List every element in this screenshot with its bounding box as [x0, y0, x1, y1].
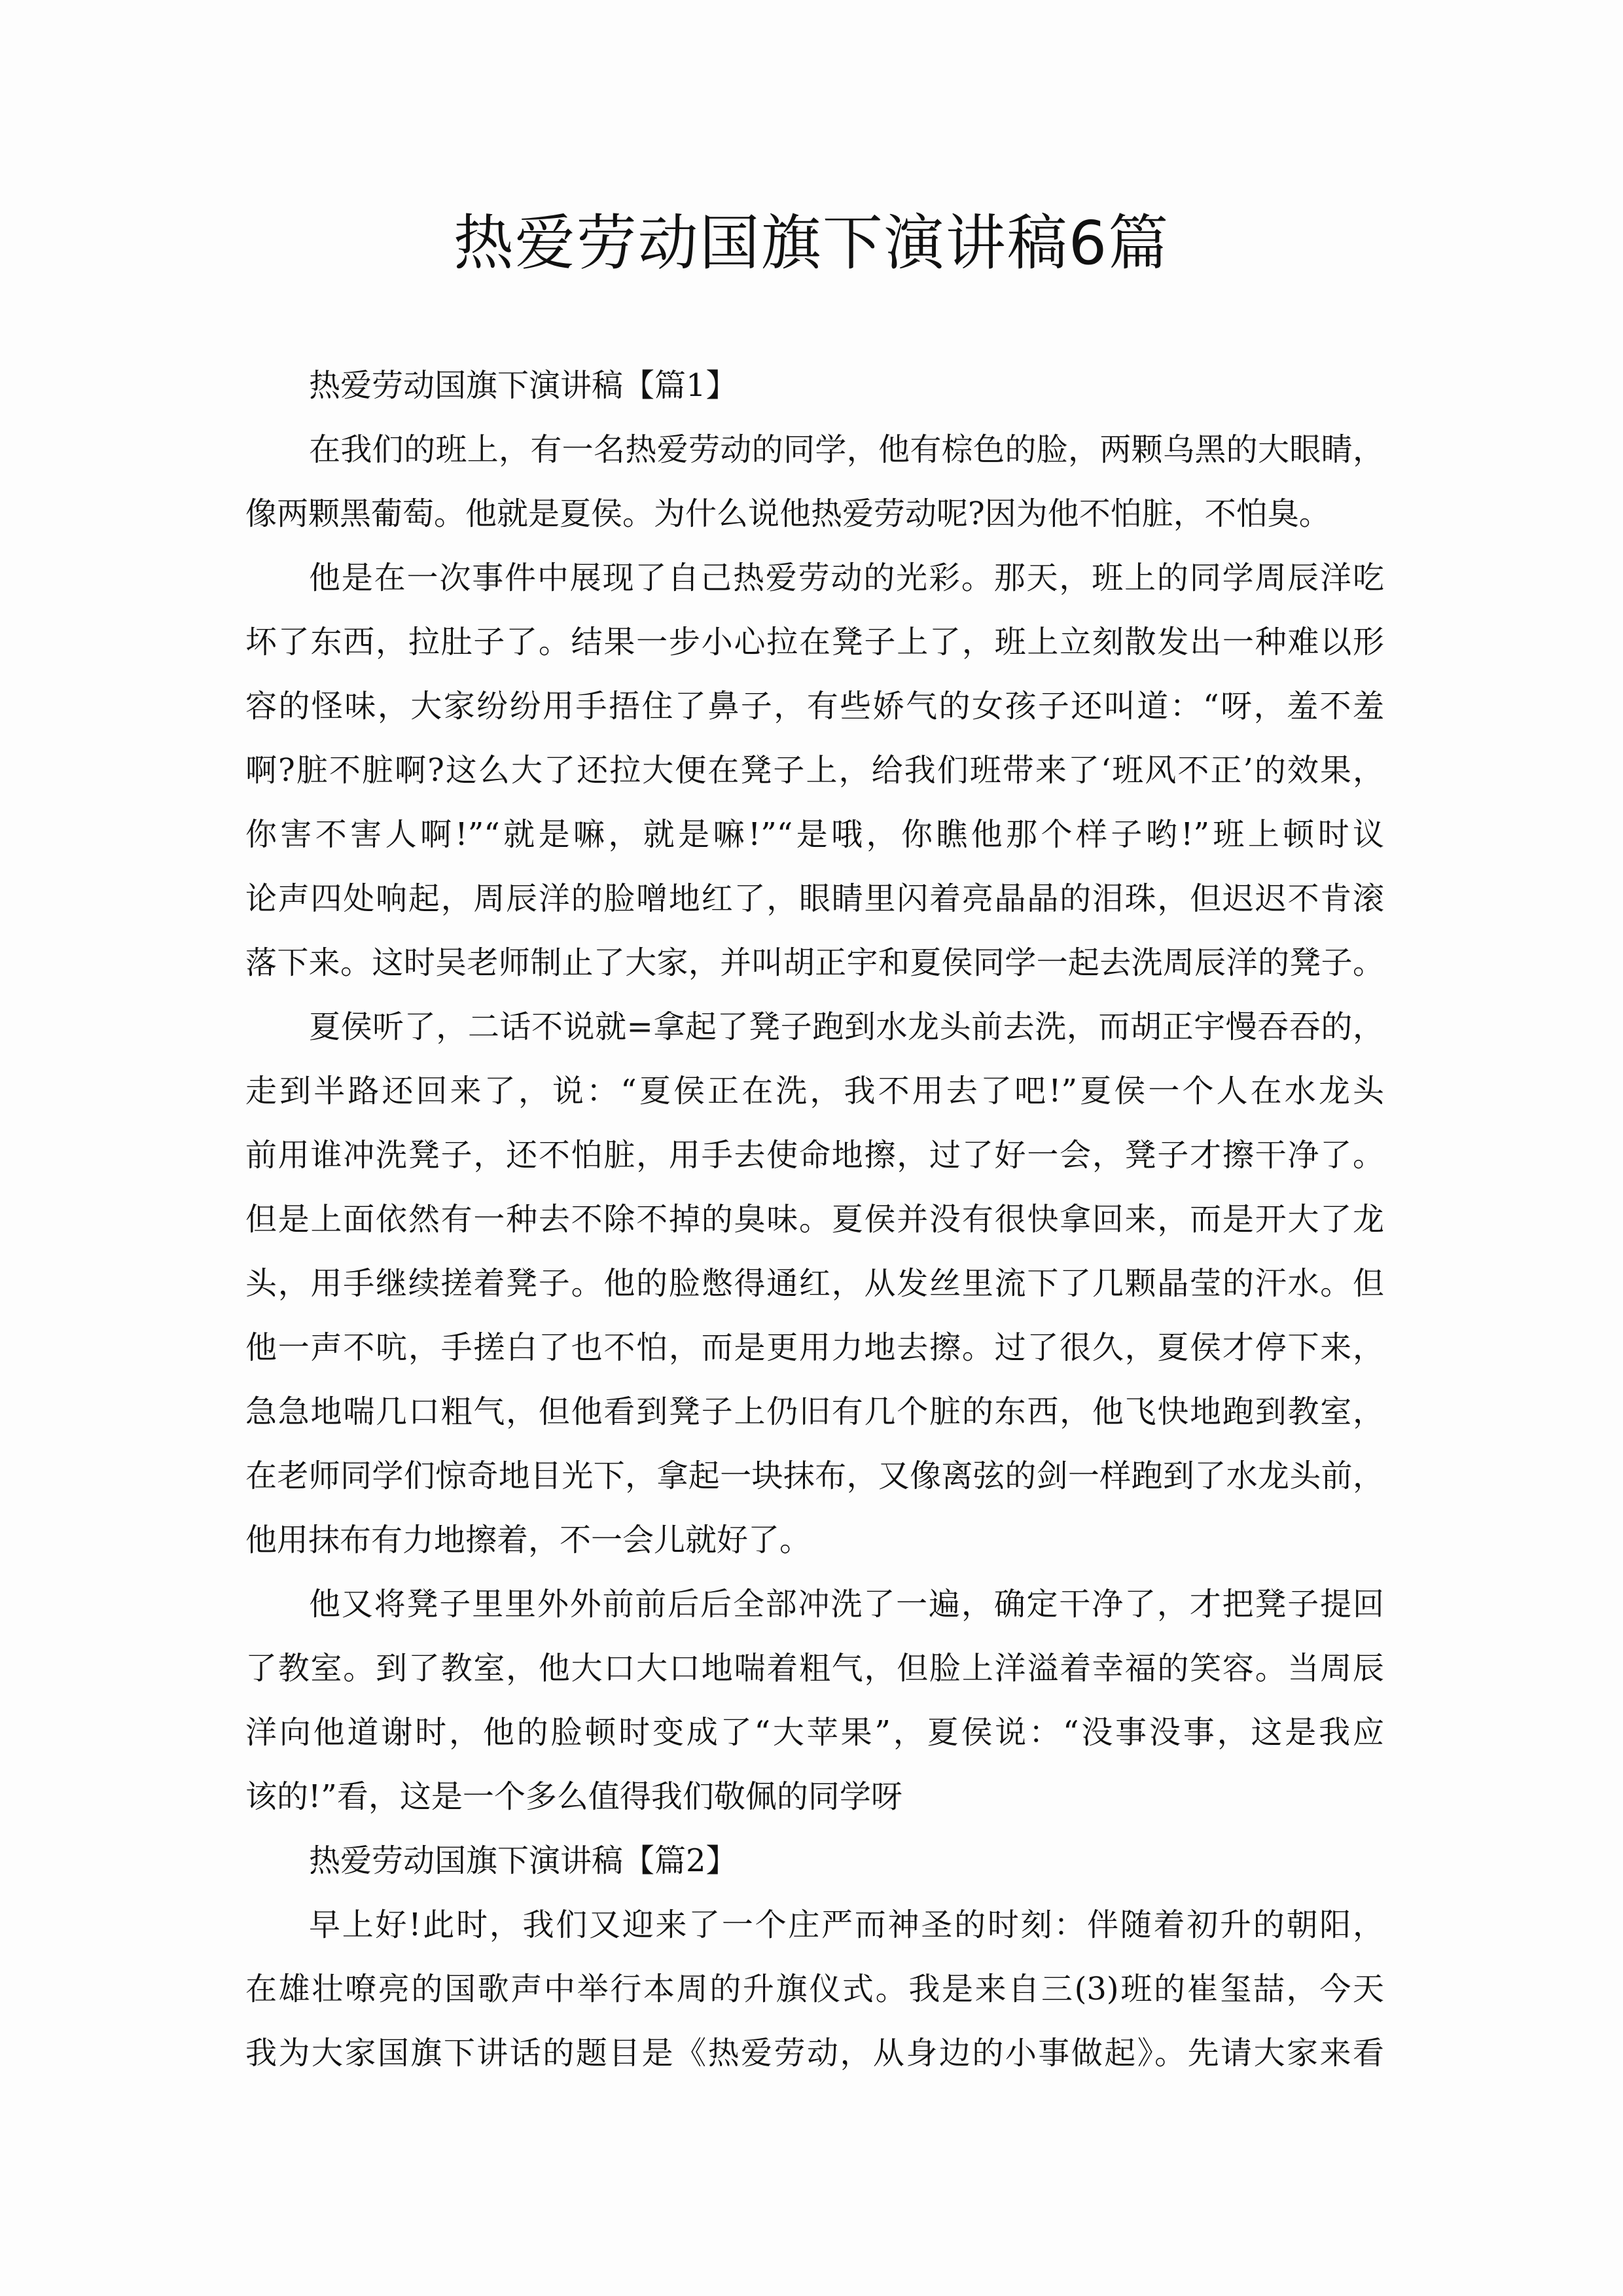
- paragraph-line: 像两颗黑葡萄。他就是夏侯。为什么说他热爱劳动呢?因为他不怕脏，不怕臭。: [245, 495, 1330, 532]
- paragraph-line: 夏侯听了，二话不说就=拿起了凳子跑到水龙头前去洗，而胡正宇慢吞吞的，: [309, 1009, 1384, 1045]
- paragraph-line: 容的怪味，大家纷纷用手捂住了鼻子，有些娇气的女孩子还叫道：“呀，羞不羞: [245, 688, 1384, 725]
- paragraph-line: 他是在一次事件中展现了自己热爱劳动的光彩。那天，班上的同学周辰洋吃: [309, 560, 1384, 596]
- paragraph-line: 前用谁冲洗凳子，还不怕脏，用手去使命地擦，过了好一会，凳子才擦干净了。: [245, 1137, 1384, 1174]
- paragraph-line: 走到半路还回来了，说：“夏侯正在洗，我不用去了吧!”夏侯一个人在水龙头: [245, 1073, 1384, 1109]
- paragraph-line: 在老师同学们惊奇地目光下，拿起一块抹布，又像离弦的剑一样跑到了水龙头前，: [245, 1458, 1384, 1494]
- paragraph-line: 他又将凳子里里外外前前后后全部冲洗了一遍，确定干净了，才把凳子提回: [309, 1586, 1384, 1623]
- paragraph-line: 该的!”看，这是一个多么值得我们敬佩的同学呀: [245, 1778, 902, 1815]
- paragraph-line: 但是上面依然有一种去不除不掉的臭味。夏侯并没有很快拿回来，而是开大了龙: [245, 1201, 1384, 1238]
- paragraph-line: 在雄壮嘹亮的国歌声中举行本周的升旗仪式。我是来自三(3)班的崔玺喆，今天: [245, 1971, 1384, 2007]
- paragraph-line: 你害不害人啊!”“就是嘛，就是嘛!”“是哦，你瞧他那个样子哟!”班上顿时议: [245, 816, 1384, 853]
- paragraph-line: 急急地喘几口粗气，但他看到凳子上仍旧有几个脏的东西，他飞快地跑到教室，: [245, 1393, 1384, 1430]
- paragraph-line: 他用抹布有力地擦着，不一会儿就好了。: [245, 1522, 812, 1558]
- paragraph-line: 落下来。这时吴老师制止了大家，并叫胡正宇和夏侯同学一起去洗周辰洋的凳子。: [245, 944, 1384, 981]
- paragraph-line: 坏了东西，拉肚子了。结果一步小心拉在凳子上了，班上立刻散发出一种难以形: [245, 624, 1384, 660]
- section-heading-1: 热爱劳动国旗下演讲稿【篇1】: [309, 367, 738, 404]
- paragraph-line: 在我们的班上，有一名热爱劳动的同学，他有棕色的脸，两颗乌黑的大眼睛，: [309, 431, 1384, 468]
- paragraph-line: 头，用手继续搓着凳子。他的脸憋得通红，从发丝里流下了几颗晶莹的汗水。但: [245, 1265, 1384, 1302]
- paragraph-line: 早上好!此时，我们又迎来了一个庄严而神圣的时刻：伴随着初升的朝阳，: [309, 1907, 1384, 1943]
- paragraph-line: 洋向他道谢时，他的脸顿时变成了“大苹果”，夏侯说：“没事没事，这是我应: [245, 1714, 1384, 1751]
- paragraph-line: 我为大家国旗下讲话的题目是《热爱劳动，从身边的小事做起》。先请大家来看: [245, 2035, 1384, 2072]
- paragraph-line: 他一声不吭，手搓白了也不怕，而是更用力地去擦。过了很久，夏侯才停下来，: [245, 1329, 1384, 1366]
- paragraph-line: 啊?脏不脏啊?这么大了还拉大便在凳子上，给我们班带来了‘班风不正’的效果，: [245, 752, 1384, 789]
- section-heading-2: 热爱劳动国旗下演讲稿【篇2】: [309, 1842, 738, 1879]
- paragraph-line: 论声四处响起，周辰洋的脸噌地红了，眼睛里闪着亮晶晶的泪珠，但迟迟不肯滚: [245, 880, 1384, 917]
- paragraph-line: 了教室。到了教室，他大口大口地喘着粗气，但脸上洋溢着幸福的笑容。当周辰: [245, 1650, 1384, 1687]
- document-title: 热爱劳动国旗下演讲稿6篇: [453, 208, 1170, 278]
